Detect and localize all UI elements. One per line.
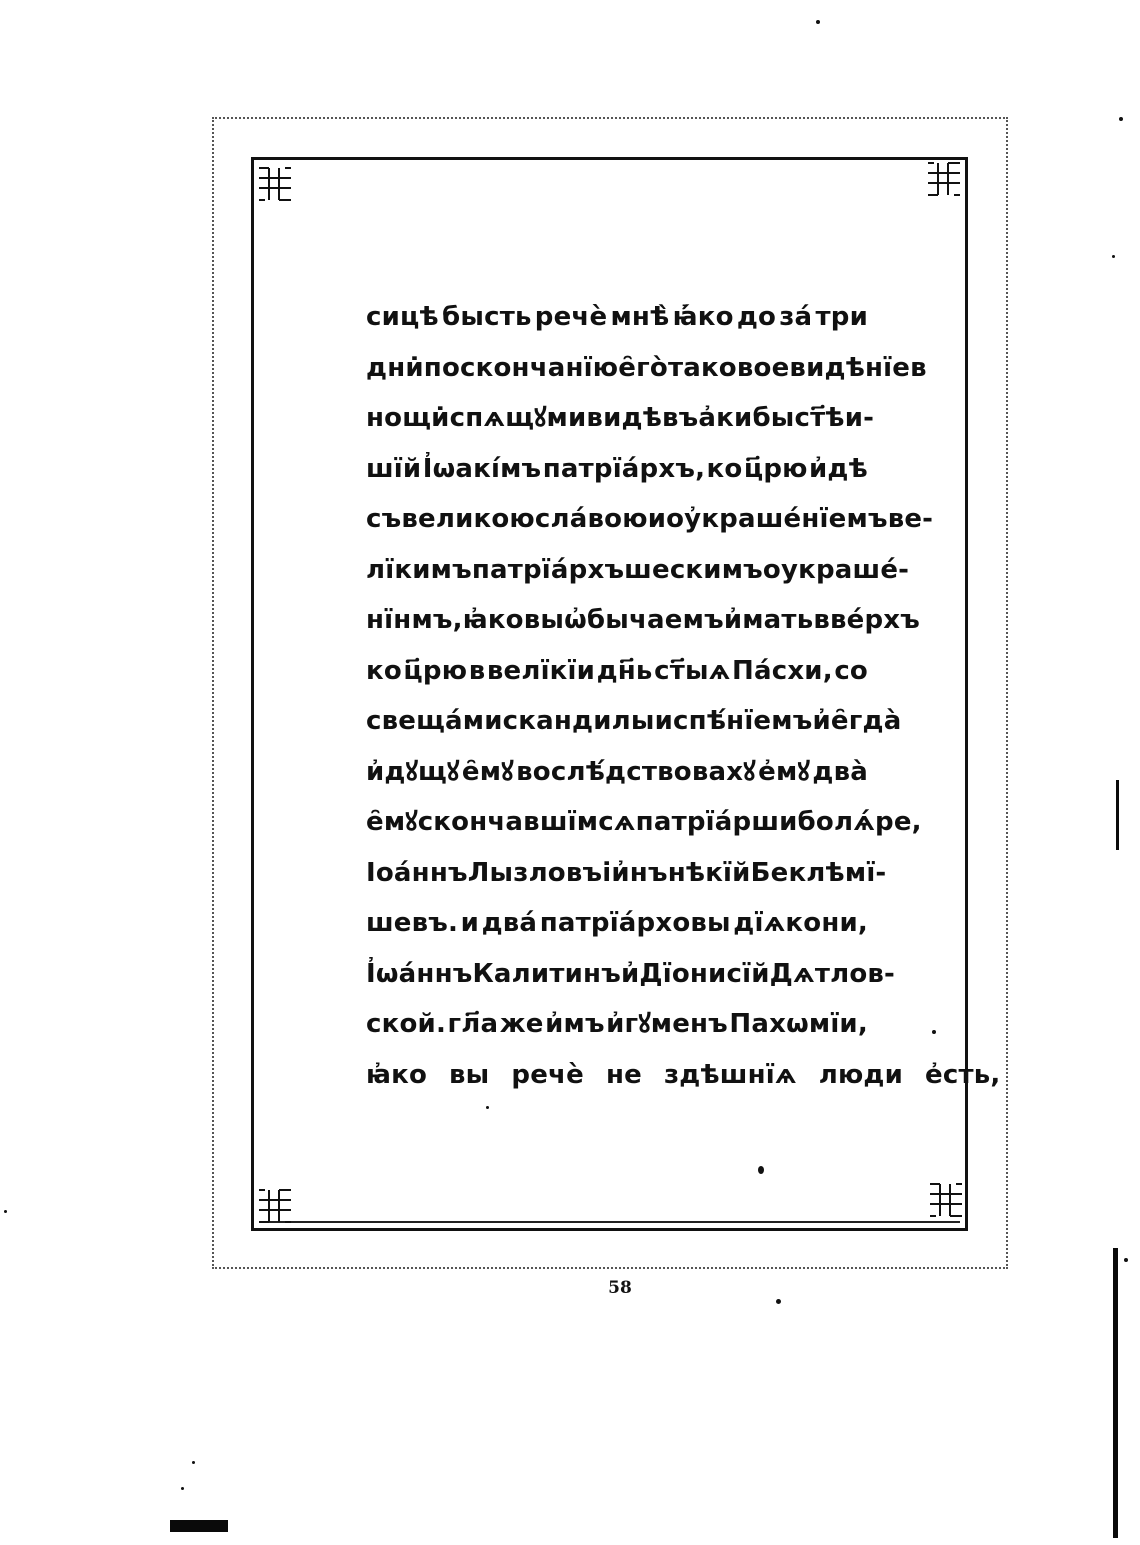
text-word: оу҆краше́нїемъ [666, 504, 888, 534]
page-number: 58 [608, 1278, 632, 1298]
text-line [366, 1050, 1001, 1101]
text-word: и҆ [812, 706, 831, 736]
text-word: Дїонисїй [639, 958, 770, 989]
text-word: и҆гꙋменъ [606, 1009, 728, 1039]
text-word: шевъ. [366, 908, 459, 938]
corner-ornament-top-right [926, 161, 962, 197]
text-word: патрїа́рхъшескимъ [471, 554, 763, 585]
text-word: е̑го̀ [618, 352, 668, 383]
text-word: оукраше́- [762, 554, 910, 585]
text-word: мнѣ̀ [610, 302, 670, 332]
text-word: патрїа́рши [635, 807, 798, 837]
text-word: кандилы [518, 706, 655, 736]
text-word: Лызловъ [467, 857, 603, 888]
scan-edge-line [1113, 1248, 1118, 1538]
text-word: и [654, 706, 674, 736]
text-word: скончавшїмсѧ [417, 807, 636, 837]
text-word: е҆мꙋ [758, 756, 810, 787]
text-word: и҆мъ [545, 1009, 605, 1039]
scan-speck [1124, 1258, 1128, 1262]
text-word: лїкимъ [366, 554, 472, 585]
text-word: дни̇ [366, 352, 424, 383]
text-line [366, 898, 868, 949]
text-word: спѧщꙋ [449, 403, 547, 433]
scan-edge-line [1116, 780, 1119, 850]
text-line [366, 949, 896, 1000]
scan-speck [776, 1299, 781, 1304]
body-text [366, 292, 1001, 1100]
text-word: і [602, 857, 612, 888]
text-word: е̑мꙋ [461, 756, 514, 787]
scan-speck [1119, 117, 1123, 121]
text-word: нїнмъ, [366, 605, 463, 635]
text-word: не [605, 1059, 642, 1090]
text-word: свеща́ми [366, 706, 503, 736]
text-word: е҆сть, [925, 1059, 1001, 1090]
text-word: ст҃ѣи- [794, 403, 875, 433]
text-word: таковое [667, 352, 790, 383]
text-word: ве́рхъ [830, 605, 921, 635]
text-line [366, 393, 875, 444]
text-line [366, 797, 922, 848]
text-word: видѣвъ [586, 403, 699, 433]
text-word: и҆дѣ [809, 453, 868, 484]
frame-inner-rule [259, 1221, 960, 1223]
scan-speck [758, 1166, 764, 1174]
text-word: с [502, 706, 519, 736]
scan-speck [486, 1106, 489, 1109]
text-word: ко [366, 655, 402, 686]
text-word: два̀ [812, 756, 868, 787]
text-word: ст҃ыѧ [654, 655, 731, 686]
text-word: ꙗ҆ко [366, 1059, 428, 1090]
text-word: ми [546, 403, 587, 433]
text-word: до [736, 302, 777, 332]
text-word: ꙗ҆ковы [462, 605, 565, 635]
text-word: со [834, 655, 868, 686]
text-word: великою [401, 504, 535, 534]
scan-speck [932, 1030, 936, 1034]
text-word: люди [818, 1059, 904, 1090]
corner-ornament-bottom-left [257, 1188, 293, 1224]
text-word: Іоа́ннъ [366, 857, 468, 888]
text-line [366, 747, 868, 798]
text-line [366, 595, 921, 646]
text-word: речѐ [511, 1059, 584, 1090]
text-word: и [647, 504, 667, 534]
text-word: болѧ́ре, [797, 807, 922, 837]
text-word: патрїа́рхъ, [542, 453, 706, 484]
text-word: и [460, 908, 480, 938]
text-word: ц҃рю [743, 453, 808, 484]
text-word: вослѣ́дствовахꙋ [516, 756, 756, 787]
text-word: сицѣ [366, 302, 439, 332]
scan-speck [192, 1461, 195, 1464]
text-word: патрїа́рховы [539, 908, 731, 938]
text-word: дїѧкони, [733, 908, 868, 938]
text-word: е̑гда̀ [830, 706, 902, 736]
text-word: нощи̇ [366, 403, 450, 433]
text-word: речѐ [534, 302, 608, 332]
text-word: Пахѡмїи, [729, 1009, 868, 1039]
scan-artifact-bar [170, 1520, 228, 1532]
text-word: Па́схи, [732, 655, 833, 686]
text-word: и҆мать [723, 605, 814, 635]
text-word: І҆ѡакі́мъ [422, 453, 542, 484]
text-word: в [910, 352, 927, 383]
text-word: в [468, 655, 486, 686]
text-word: е̑мꙋ [366, 807, 418, 837]
text-word: ве- [887, 504, 934, 534]
text-word: здѣшнїѧ [663, 1059, 797, 1090]
text-line [366, 494, 934, 545]
text-line [366, 444, 868, 495]
text-word: и҆нъ [611, 857, 668, 888]
text-word: же [499, 1009, 544, 1039]
text-word: І҆ѡа́ннъ [366, 958, 473, 989]
text-word: и҆ [620, 958, 640, 989]
text-word: ской. [366, 1009, 447, 1039]
text-word: дн҃ь [596, 655, 653, 686]
text-word: вы [449, 1059, 490, 1090]
text-word: и҆дꙋщꙋ [366, 756, 460, 787]
text-word: бысть [442, 302, 532, 332]
text-line [366, 696, 902, 747]
text-word: сла́вою [534, 504, 648, 534]
text-word: с [673, 706, 689, 736]
scan-speck [181, 1487, 184, 1490]
text-line [366, 646, 868, 697]
text-word: за́ [779, 302, 813, 332]
text-word: поскончанїю [423, 352, 619, 383]
text-word: гл҃а [447, 1009, 499, 1039]
text-word: ко [706, 453, 743, 484]
text-word: видѣнїе [789, 352, 911, 383]
text-word: три [815, 302, 868, 332]
text-word: шїй [366, 453, 422, 484]
scan-speck [1112, 255, 1115, 258]
text-word: а҆ки [698, 403, 753, 433]
text-word: съ [366, 504, 402, 534]
text-word: два́ [481, 908, 538, 938]
text-line [366, 343, 927, 394]
text-word: ꙗ҆́ко [672, 302, 734, 332]
text-word: Дѧтлов- [769, 958, 896, 989]
text-word: нѣкїй [667, 857, 751, 888]
text-word: ц҃рю [403, 655, 468, 686]
text-word: ѡ҆бычаемъ [564, 605, 724, 635]
corner-ornament-top-left [257, 166, 293, 202]
scan-speck [816, 20, 820, 24]
text-word: пѣ́нїемъ [688, 706, 813, 736]
text-word: Калитинъ [472, 958, 621, 989]
text-word: в [813, 605, 830, 635]
text-line [366, 848, 887, 899]
corner-ornament-bottom-right [928, 1182, 964, 1218]
text-line [366, 999, 868, 1050]
text-word: велїкїи [486, 655, 596, 686]
scan-speck [4, 1210, 7, 1213]
text-word: Беклѣмї- [750, 857, 887, 888]
text-line [366, 545, 910, 596]
text-line [366, 292, 868, 343]
text-word: бы [752, 403, 795, 433]
